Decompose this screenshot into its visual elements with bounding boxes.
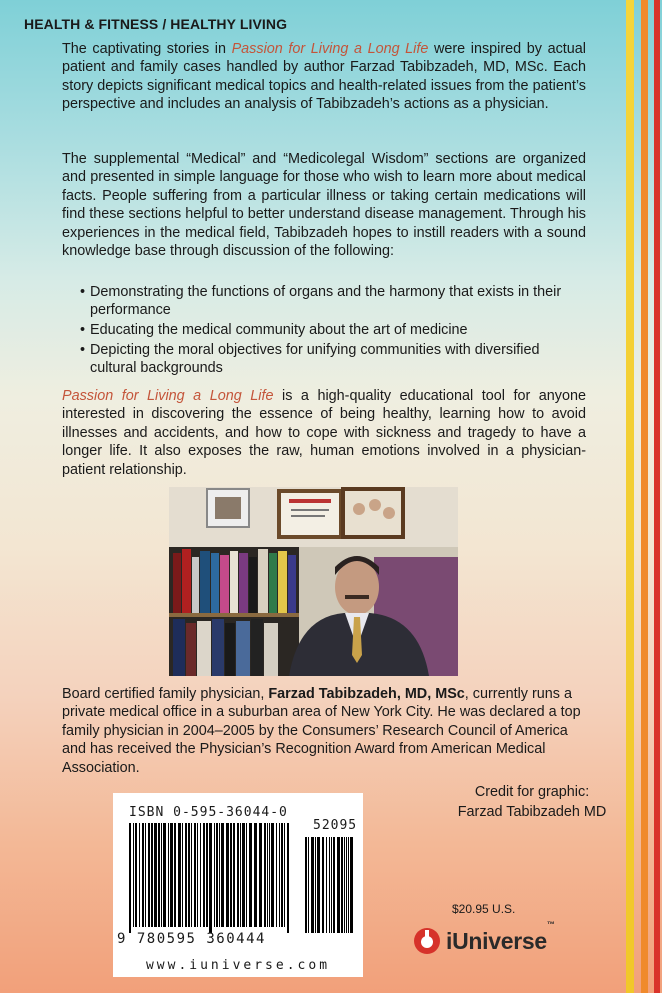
price: $20.95 U.S. xyxy=(452,902,516,916)
price-code: 52095 xyxy=(313,818,358,833)
list-item: • Demonstrating the functions of organs and the harmony that exists in their performance xyxy=(80,283,586,319)
bio-text-pre: Board certified family physician, xyxy=(62,686,269,702)
orange-stripe xyxy=(641,0,648,993)
author-bio xyxy=(62,685,582,777)
supplemental-paragraph: The supplemental “Medical” and “Medicolegal Wisdom” sections are organized and presented in simple language for those who wish to learn more about medical facts. People suffering from a particular illness or taking certain medications will find these sections helpful to better understand disease management. Through his experiences in the medical field, Tabibzadeh hopes to instill readers with a sound knowledge base through discussion of the following: xyxy=(62,151,586,260)
intro-text-pre: The captivating stories in xyxy=(62,41,232,57)
red-stripe xyxy=(654,0,660,993)
graphic-credit xyxy=(452,782,612,822)
topics-list xyxy=(80,283,586,379)
list-item: • Depicting the moral objectives for unifying communities with diversified cultural backgrounds xyxy=(80,341,586,377)
credit-label: Credit for graphic: xyxy=(474,784,590,800)
publisher-name xyxy=(446,919,555,955)
list-item: • Educating the medical community about the art of medicine xyxy=(80,321,586,339)
isbn-number: 9 780595 360444 xyxy=(117,931,266,947)
summary-paragraph xyxy=(62,387,586,479)
iuniverse-logo xyxy=(412,919,555,959)
barcode xyxy=(113,793,363,956)
publisher-name-text: iUniverse xyxy=(446,927,547,954)
yellow-stripe xyxy=(626,0,634,993)
summary-text: is a high-quality educational tool for anyone interested in discovering the essence of being healthy, learning how to avoid illnesses and accidents, and how to cope with sickness and tragedy to have a longer life. It also exposes the raw, human emotions involved in a physician-patient relationship. xyxy=(62,388,586,478)
book-title-italic: Passion for Living a Long Life xyxy=(62,388,274,404)
intro-text-post: were inspired by actual patient and family cases handled by author Farzad Tabibzadeh, MD, MSc. Each story depicts significant medical topics and health-related issues from the patient’s perspective and includes an analysis of Tabibzadeh’s actions as a physician. xyxy=(62,41,586,113)
trademark-symbol: ™ xyxy=(546,919,555,929)
intro-paragraph xyxy=(62,40,586,114)
category-heading: HEALTH & FITNESS / HEALTHY LIVING xyxy=(24,16,288,32)
author-name: Farzad Tabibzadeh, MD, MSc xyxy=(268,686,465,702)
author-photo xyxy=(169,487,458,676)
isbn-label: ISBN 0-595-36044-0 xyxy=(129,805,288,820)
book-title-italic: Passion for Living a Long Life xyxy=(231,41,429,57)
credit-name: Farzad Tabibzadeh MD xyxy=(457,804,607,820)
website-url[interactable]: www.iuniverse.com xyxy=(113,955,363,977)
iuniverse-swirl-icon xyxy=(412,926,442,956)
bio-text-post: , currently runs a private medical office in a suburban area of New York City. He was declared a top family physician in 2004–2005 by the Consumers’ Research Council of America and has received the Physician’s Recognition Award from American Medical Association. xyxy=(62,686,581,776)
